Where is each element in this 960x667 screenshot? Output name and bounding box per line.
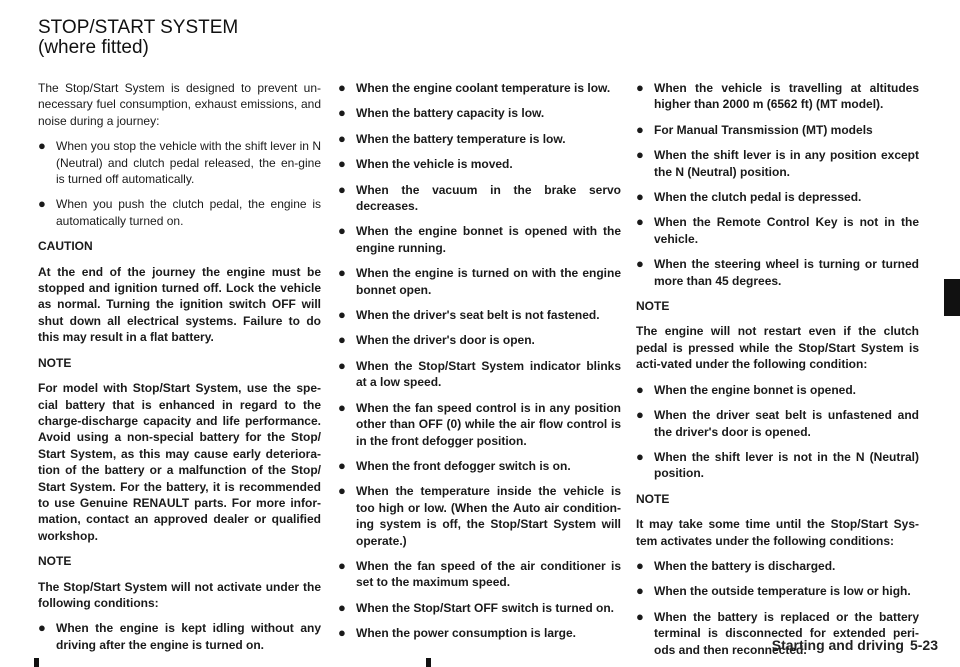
list-item xyxy=(38,138,321,187)
list-item xyxy=(636,558,919,574)
bullet-icon: ● xyxy=(338,399,346,415)
list-item xyxy=(636,122,919,138)
bullet-icon: ● xyxy=(38,196,46,212)
crop-mark xyxy=(426,658,431,667)
list-item-text: When the shift lever is not in the N (Neutral) position. xyxy=(654,449,919,481)
note-heading: NOTE xyxy=(636,299,670,314)
bullet-icon: ● xyxy=(338,105,346,121)
list-item xyxy=(636,80,919,113)
list-item-text: When the vehicle is moved. xyxy=(356,157,513,172)
bullet-icon: ● xyxy=(636,448,644,464)
list-item xyxy=(636,189,919,205)
bullet-icon: ● xyxy=(338,332,346,348)
list-item-text: When you push the clutch pedal, the engine is automatically turned on. xyxy=(56,197,321,228)
bullet-icon: ● xyxy=(636,608,644,624)
note-heading: NOTE xyxy=(38,554,72,569)
bullet-icon: ● xyxy=(636,214,644,230)
list-item xyxy=(338,105,621,121)
page-footer xyxy=(772,637,938,653)
list-item-text: When the battery temperature is low. xyxy=(356,131,566,146)
list-item xyxy=(38,620,321,653)
note-heading: NOTE xyxy=(38,355,72,370)
crop-mark xyxy=(34,658,39,667)
list-item-text: When the driver's door is open. xyxy=(356,333,535,348)
list-item-text: When the fan speed of the air conditioner is set to the maximum speed. xyxy=(356,558,621,590)
bullet-icon: ● xyxy=(338,483,346,499)
list-item xyxy=(338,458,621,474)
list-item-text: When the driver's seat belt is not fastened. xyxy=(356,308,600,323)
list-item xyxy=(636,449,919,482)
bullet-icon: ● xyxy=(636,80,644,95)
note-text: The engine will not restart even if the clutch pedal is pressed while the Stop/Start System is acti-vated under the following condition: xyxy=(636,324,919,372)
bullet-icon: ● xyxy=(636,557,644,573)
bullet-icon: ● xyxy=(338,156,346,172)
list-item-text: For Manual Transmission (MT) models xyxy=(654,122,873,137)
column-1 xyxy=(38,80,321,662)
list-item-text: When the temperature inside the vehicle is too high or low. (When the Auto air condition-ing system is off, the Stop/Start System will operate.) xyxy=(356,484,621,548)
list-item-text: When the Stop/Start System indicator blinks at a low speed. xyxy=(356,358,621,390)
list-item xyxy=(338,558,621,591)
list-item-text: When the engine bonnet is opened with the engine running. xyxy=(356,224,621,255)
list-item-text: When the engine is turned on with the engine bonnet open. xyxy=(356,266,621,297)
caution-text: At the end of the journey the engine must be stopped and ignition turned off. Lock the vehicle as normal. Turning the ignition switch OFF will shut down all electrical systems. Failure to do this may result in a flat battery. xyxy=(38,264,321,345)
bullet-icon: ● xyxy=(338,599,346,615)
note-text: For model with Stop/Start System, use the spe-cial battery that is enhanced in regard to the charge-discharge capacity and life performance. Avoid using a non-special battery for the Stop/ Start System, as this may cause early deteriora-tion of the battery or a malfunction of the Stop/ Start System. For the battery, it is recommended to use Genuine RENAULT parts. For more infor-mation, contact an approved dealer or qualified workshop. xyxy=(38,381,321,543)
list-item xyxy=(636,147,919,180)
list-item-text: When the clutch pedal is depressed. xyxy=(654,190,862,205)
list-item xyxy=(338,223,621,256)
bullet-icon: ● xyxy=(338,457,346,473)
list-item-text: When the driver seat belt is unfastened and the driver's door is opened. xyxy=(654,408,919,439)
bullet-icon: ● xyxy=(338,181,346,197)
bullet-icon: ● xyxy=(38,138,46,154)
list-item-text: When the engine bonnet is opened. xyxy=(654,382,857,397)
note-text: It may take some time until the Stop/Start Sys-tem activates under the following conditions: xyxy=(636,517,919,548)
column-2 xyxy=(338,80,621,651)
caution-heading: CAUTION xyxy=(38,239,93,254)
list-item-text: When the vehicle is travelling at altitudes higher than 2000 m (6562 ft) (MT model). xyxy=(654,81,919,112)
bullet-icon: ● xyxy=(636,121,644,137)
bullet-icon: ● xyxy=(338,223,346,239)
list-item xyxy=(338,131,621,147)
list-item-text: When the Remote Control Key is not in the vehicle. xyxy=(654,215,919,246)
list-item xyxy=(338,156,621,172)
list-item-text: When the battery is replaced or the battery terminal is disconnected for extended peri-ods and then reconnected. xyxy=(654,609,919,657)
list-item-text: When the shift lever is in any position except the N (Neutral) position. xyxy=(654,148,919,179)
bullet-icon: ● xyxy=(38,620,46,636)
list-item-text: When the power consumption is large. xyxy=(356,626,577,641)
bullet-icon: ● xyxy=(338,80,346,95)
list-item-text: When the Stop/Start OFF switch is turned on. xyxy=(356,600,614,615)
bullet-icon: ● xyxy=(636,256,644,272)
list-item-text: When the battery is discharged. xyxy=(654,558,836,573)
column-3 xyxy=(636,80,919,667)
list-item xyxy=(636,382,919,398)
list-item xyxy=(636,214,919,247)
list-item xyxy=(636,407,919,440)
list-item-text: When the engine coolant temperature is low. xyxy=(356,81,611,95)
bullet-icon: ● xyxy=(338,265,346,281)
section-tab-marker xyxy=(944,279,960,316)
list-item-text: When the front defogger switch is on. xyxy=(356,458,571,473)
list-item xyxy=(338,307,621,323)
list-item-text: When the steering wheel is turning or turned more than 45 degrees. xyxy=(654,257,919,288)
bullet-icon: ● xyxy=(636,407,644,423)
page-title: STOP/START SYSTEM xyxy=(38,17,239,38)
list-item xyxy=(338,332,621,348)
list-item xyxy=(338,182,621,215)
list-item xyxy=(338,358,621,391)
bullet-icon: ● xyxy=(338,625,346,641)
list-item xyxy=(338,265,621,298)
intro-paragraph: The Stop/Start System is designed to prevent un-necessary fuel consumption, exhaust emissions, and noise during a journey: xyxy=(38,81,321,128)
list-item-text: When the fan speed control is in any position other than OFF (0) while the air flow control is in the front defogger position. xyxy=(356,400,621,448)
note-heading: NOTE xyxy=(636,491,670,506)
list-item xyxy=(636,583,919,599)
list-item xyxy=(338,483,621,549)
list-item xyxy=(338,400,621,449)
list-item xyxy=(338,625,621,641)
bullet-icon: ● xyxy=(636,583,644,599)
footer-section: Starting and driving xyxy=(771,637,904,653)
list-item-text: When the outside temperature is low or high. xyxy=(654,584,911,599)
list-item-text: When you stop the vehicle with the shift lever in N (Neutral) and clutch pedal released, the en-gine is turned off automatically. xyxy=(56,139,321,187)
bullet-icon: ● xyxy=(338,130,346,146)
list-item-text: When the vacuum in the brake servo decreases. xyxy=(356,182,621,214)
list-item-text: When the engine is kept idling without any driving after the engine is turned on. xyxy=(56,621,321,652)
page-header xyxy=(38,18,238,58)
note-text: The Stop/Start System will not activate under the following conditions: xyxy=(38,579,321,610)
list-item xyxy=(38,196,321,229)
list-item xyxy=(338,600,621,616)
bullet-icon: ● xyxy=(338,557,346,573)
bullet-icon: ● xyxy=(338,357,346,373)
list-item xyxy=(636,256,919,289)
bullet-icon: ● xyxy=(636,189,644,205)
list-item-text: When the battery capacity is low. xyxy=(356,106,545,121)
page-number: 5-23 xyxy=(909,637,938,653)
bullet-icon: ● xyxy=(636,381,644,397)
bullet-icon: ● xyxy=(636,147,644,163)
bullet-icon: ● xyxy=(338,307,346,323)
page-subtitle: (where fitted) xyxy=(38,37,149,58)
list-item xyxy=(338,80,621,96)
